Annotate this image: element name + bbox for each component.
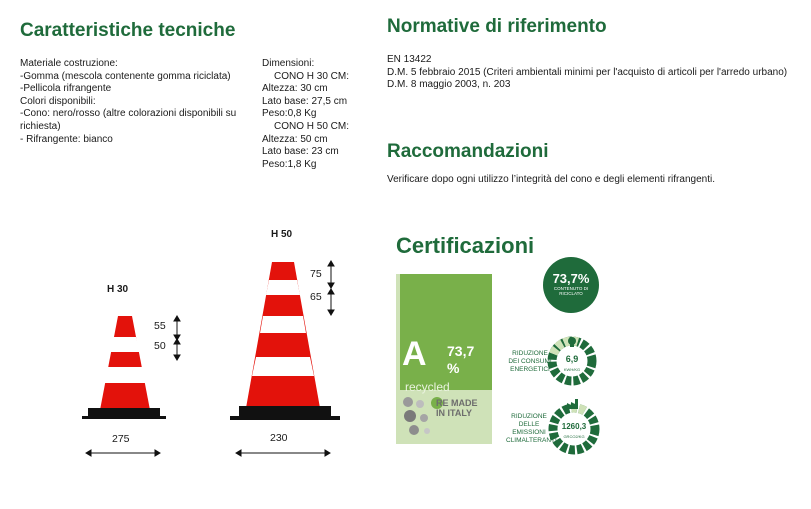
colors-item-1: -Cono: nero/rosso (altre colorazioni disponibili su richiesta) bbox=[20, 108, 237, 132]
factory-icon bbox=[566, 398, 582, 410]
normative-line-1: EN 13422 bbox=[387, 54, 432, 65]
cert-grade-percent: 73,7 % bbox=[447, 343, 475, 376]
raccomandazioni-text: Verificare dopo ogni utilizzo l’integrità del cono e degli elementi rifrangenti. bbox=[387, 174, 715, 185]
energy-bulb-icon bbox=[565, 336, 579, 348]
normative-line-2: D.M. 5 febbraio 2015 (Criteri ambientali minimi per l'acquisto di articoli per l'arredo urbano) bbox=[387, 66, 788, 78]
h50-base-arrow bbox=[236, 450, 330, 456]
remade-line-1: RE MADE bbox=[436, 398, 478, 408]
h30-base-value: 275 bbox=[112, 433, 130, 445]
section-title-normative: Normative di riferimento bbox=[387, 16, 607, 37]
recycled-content-value: 73,7% bbox=[552, 271, 590, 286]
remade-dots-logo bbox=[400, 394, 434, 440]
h30-dim-arrows bbox=[174, 316, 180, 360]
cone50-title: CONO H 50 CM: bbox=[274, 120, 350, 132]
material-item-1: -Gomma (mescola contenente gomma riciclata) bbox=[20, 70, 231, 82]
dimensions-label: Dimensioni: bbox=[262, 58, 315, 69]
material-item-2: -Pellicola rifrangente bbox=[20, 83, 112, 95]
section-title-raccomandazioni: Raccomandazioni bbox=[387, 141, 549, 162]
section-title-caratteristiche: Caratteristiche tecniche bbox=[20, 20, 236, 41]
h30-dim-bottom: 50 bbox=[154, 340, 166, 352]
h30-dim-top: 55 bbox=[154, 320, 166, 332]
section-title-certificazioni: Certificazioni bbox=[396, 233, 535, 258]
cone-h50 bbox=[230, 262, 340, 420]
h50-dim-top: 75 bbox=[310, 268, 322, 280]
colors-label: Colori disponibili: bbox=[20, 95, 96, 107]
cone-h50-label: H 50 bbox=[271, 229, 293, 240]
recycled-content-caption: CONTENUTO DI RICICLATO bbox=[553, 286, 589, 296]
colors-item-2: - Rifrangente: bianco bbox=[20, 133, 113, 145]
cone50-line-3: Peso:1,8 Kg bbox=[262, 158, 317, 170]
cone30-line-3: Peso:0,8 Kg bbox=[262, 108, 317, 120]
h50-dim-bottom: 65 bbox=[310, 291, 322, 303]
remade-line-2: IN ITALY bbox=[436, 408, 473, 418]
cone50-line-2: Lato base: 23 cm bbox=[262, 146, 339, 158]
h30-base-arrow bbox=[86, 450, 160, 456]
cert-grade-letter: A bbox=[402, 335, 427, 373]
h50-base-value: 230 bbox=[270, 432, 288, 444]
cone30-title: CONO H 30 CM: bbox=[274, 70, 350, 82]
recycled-content-badge bbox=[543, 257, 599, 313]
energy-reduction-label: RIDUZIONE DEI CONSUMI ENERGETICI bbox=[508, 350, 552, 373]
cone30-line-2: Lato base: 27,5 cm bbox=[262, 95, 348, 107]
cert-recycled-word: recycled bbox=[405, 380, 450, 394]
material-label: Materiale costruzione: bbox=[20, 58, 118, 69]
emission-reduction-label: RIDUZIONE DELLE EMISSIONI CLIMALTERANTI bbox=[506, 413, 557, 444]
cone-h30-label: H 30 bbox=[107, 284, 129, 295]
emission-unit: GRCO2/KG bbox=[563, 434, 585, 439]
cone30-line-1: Altezza: 30 cm bbox=[262, 83, 328, 95]
h50-dim-arrows bbox=[328, 261, 334, 315]
remade-text bbox=[436, 398, 478, 418]
normative-line-3: D.M. 8 maggio 2003, n. 203 bbox=[387, 79, 511, 91]
cone50-line-1: Altezza: 50 cm bbox=[262, 133, 328, 145]
energy-value: 6,9 bbox=[565, 354, 579, 364]
emission-value: 1260,3 bbox=[561, 422, 587, 431]
energy-unit: KWH/KG bbox=[563, 367, 581, 372]
